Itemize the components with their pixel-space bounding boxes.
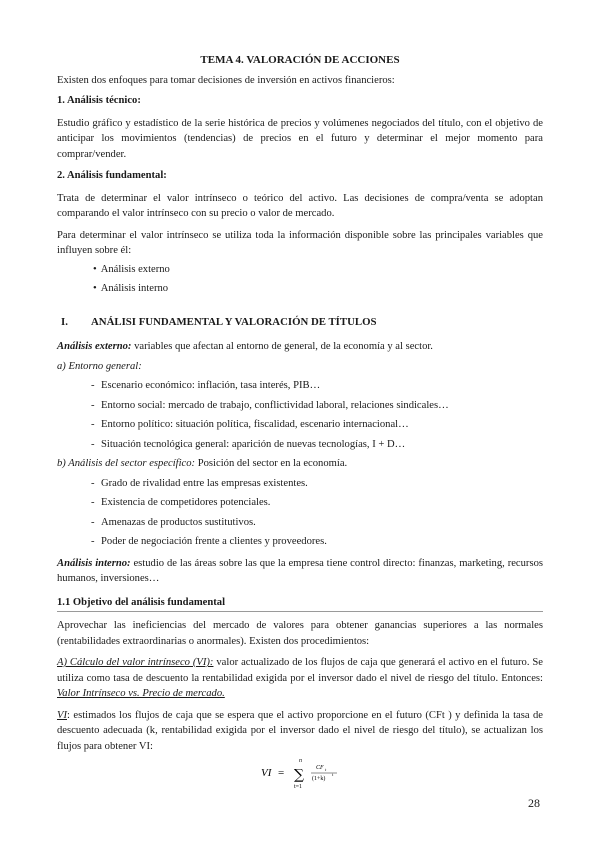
summation-icon: ∑ [294,767,304,783]
list-item: - Amenazas de productos sustitutivos. [91,515,543,531]
intrinsic-vs-market: Valor Intrínseco vs. Precio de mercado. [57,688,225,699]
heading-fundamental: 2. Análisis fundamental: [57,170,167,181]
technical-paragraph: Estudio gráfico y estadístico de la serie histórica de precios y volúmenes negociados del título, con el objetivo de anticipar los movimientos (tendencias) de precios en el futuro y determinar el mejor momento para comprar/vender. [57,117,543,160]
info-paragraph: Para determinar el valor intrínseco se utiliza toda la información disponible sobre las principales variables que influyen sobre él: [57,229,543,256]
intrinsic-value-paragraph [57,655,543,702]
section-title: ANÁLISI FUNDAMENTAL Y VALORACIÓN DE TÍTULOS [91,315,377,328]
formula-numerator: CF [316,765,324,771]
list-item: - Entorno social: mercado de trabajo, conflictividad laboral, relaciones sindicales… [91,398,543,414]
heading-technical: 1. Análisis técnico: [57,95,141,106]
general-environment-label: a) Entorno general: [57,360,142,372]
vi-label: VI [57,709,67,721]
intrinsic-value-text: valor actualizado de los flujos de caja que generará el activo en el futuro. Se utiliza como tasa de descuento la rentabilidad exigida por el inversor dado el nivel de riesgo del título. Entonces: [57,657,543,684]
formula-upper-limit: n [299,758,302,764]
list-item: - Situación tecnológica general: aparición de nuevas tecnologías, I + D… [91,437,543,453]
section-number: I. [61,315,68,328]
formula-denominator: (1+k) [312,776,326,782]
subsection-heading: 1.1 Objetivo del análisis fundamental [57,595,543,613]
external-analysis-paragraph [57,339,543,355]
list-item: - Poder de negociación frente a clientes y proveedores. [91,534,543,550]
internal-text: estudio de las áreas sobre las que la empresa tiene control directo: finanzas, marketing, recursos humanos, inversiones… [57,557,543,584]
list-item: - Existencia de competidores potenciales. [91,495,543,511]
analysis-bullet-list [93,262,543,297]
vi-paragraph [57,708,543,755]
sector-list [91,476,543,550]
sector-analysis-paragraph [57,456,543,472]
internal-label: Análisis interno: [57,557,131,569]
general-environment-list [91,378,543,452]
document-page [57,48,543,754]
external-text: variables que afectan al entorno de general, de la economía y al sector. [131,341,433,352]
page-number: 28 [528,796,540,810]
intrinsic-value-label: A) Cálculo del valor intrínseco (VI): [57,657,214,668]
list-item: • Análisis externo [93,262,543,278]
fundamental-paragraph: Trata de determinar el valor intrínseco o teórico del activo. Las decisiones de compra/venta se adoptan comparando el valor intrínseco con su precio o valor de mercado. [57,192,543,219]
internal-analysis-paragraph [57,556,543,587]
list-item: - Entorno político: situación política, fiscalidad, escenario internacional… [91,417,543,433]
list-item: - Grado de rivalidad entre las empresas existentes. [91,476,543,492]
intro-paragraph: Existen dos enfoques para tomar decisiones de inversión en activos financieros: [57,74,395,86]
formula-lower-limit: t=1 [294,784,303,790]
list-item: - Escenario económico: inflación, tasa interés, PIB… [91,378,543,394]
valuation-formula [261,756,351,796]
objective-paragraph: Aprovechar las ineficiencias del mercado de valores para obtener ganancias superiores a las normales (rentabilidades extraordinarias o anormales). Existen dos procedimientos: [57,620,543,647]
sector-label: b) Análisis del sector específico: [57,458,196,469]
list-item: • Análisis interno [93,281,543,297]
external-label: Análisis externo: [57,341,132,352]
formula-equals: = [278,767,285,779]
page-title: TEMA 4. VALORACIÓN DE ACCIONES [200,54,400,66]
formula-lhs: VI [261,767,272,779]
formula-denominator-exp: t [332,772,334,777]
vi-text: : estimados los flujos de caja que se espera que el activo proporcione en el futuro (CFt ) y definida la tasa de descuento adecuada (k, rentabilidad exigida por el inversor dado el nivel de riesgo del título), se actualizan los flujos para obtener VI: [57,709,543,752]
sector-text: Posición del sector en la economía. [195,458,348,469]
section-heading [61,315,543,331]
formula-numerator-sub: t [325,767,327,772]
